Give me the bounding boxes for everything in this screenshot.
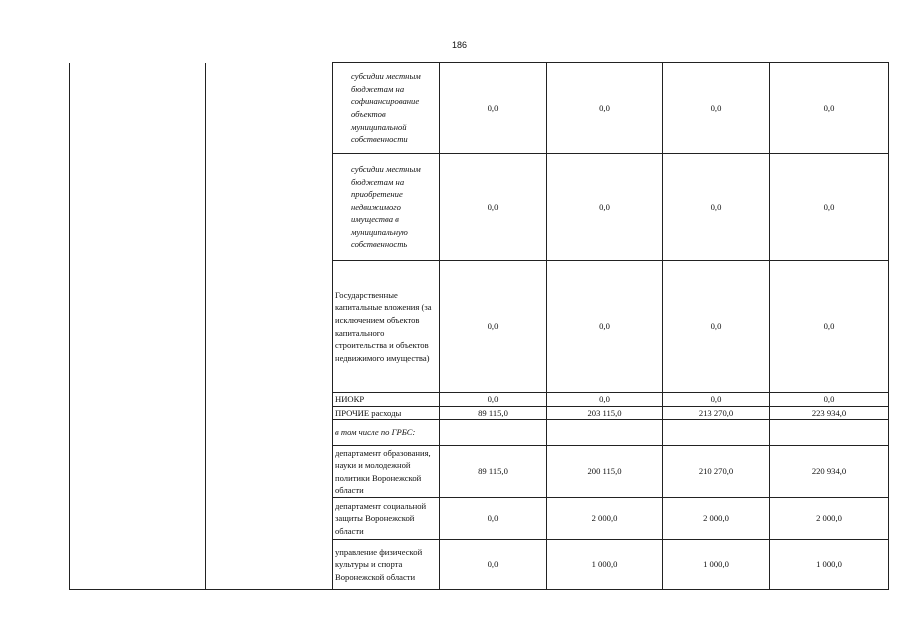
row-value: 203 115,0 [547,406,663,420]
row-value: 1 000,0 [663,540,770,590]
row-value: 0,0 [440,63,547,154]
row-value: 0,0 [547,261,663,393]
table-row [333,63,889,154]
row-label: департамент образования, науки и молодежной политики Воронежской области [333,446,440,498]
row-value: 1 000,0 [547,540,663,590]
row-value: 0,0 [547,393,663,407]
row-value: 0,0 [770,261,889,393]
table-row [333,446,889,498]
row-value: 210 270,0 [663,446,770,498]
row-value: 0,0 [440,261,547,393]
row-value: 0,0 [663,393,770,407]
row-value: 213 270,0 [663,406,770,420]
row-label: субсидии местным бюджетам на софинансирование объектов муниципальной собственности [333,63,440,154]
row-value: 0,0 [663,154,770,261]
row-value: 89 115,0 [440,406,547,420]
expenses-table [332,62,889,590]
row-value: 0,0 [440,498,547,540]
column-2-border [205,63,206,590]
table-row [333,498,889,540]
row-label: Государственные капитальные вложения (за исключением объектов капитального строительства и объектов недвижимого имущества) [333,261,440,393]
row-value: 0,0 [770,393,889,407]
row-value: 0,0 [663,63,770,154]
row-value: 0,0 [770,63,889,154]
column-1-border [69,63,70,590]
row-value [440,420,547,446]
row-value: 89 115,0 [440,446,547,498]
row-label: департамент социальной защиты Воронежской области [333,498,440,540]
table-row [333,406,889,420]
row-value: 0,0 [547,63,663,154]
row-label: субсидии местным бюджетам на приобретение недвижимого имущества в муниципальную собственность [333,154,440,261]
row-value: 0,0 [440,540,547,590]
page-number: 186 [452,40,468,50]
row-value: 0,0 [440,393,547,407]
table-row [333,261,889,393]
row-value: 1 000,0 [770,540,889,590]
row-value [547,420,663,446]
table-row [333,540,889,590]
table-row [333,154,889,261]
table-row [333,420,889,446]
row-value [663,420,770,446]
row-value: 2 000,0 [663,498,770,540]
row-value [770,420,889,446]
row-value: 220 934,0 [770,446,889,498]
row-label: ПРОЧИЕ расходы [333,406,440,420]
table-row [333,393,889,407]
row-label: в том числе по ГРБС: [333,420,440,446]
row-value: 0,0 [663,261,770,393]
row-value: 2 000,0 [770,498,889,540]
row-value: 0,0 [770,154,889,261]
row-label: НИОКР [333,393,440,407]
row-label: управление физической культуры и спорта Воронежской области [333,540,440,590]
row-value: 0,0 [547,154,663,261]
row-value: 223 934,0 [770,406,889,420]
row-value: 2 000,0 [547,498,663,540]
row-value: 0,0 [440,154,547,261]
row-value: 200 115,0 [547,446,663,498]
